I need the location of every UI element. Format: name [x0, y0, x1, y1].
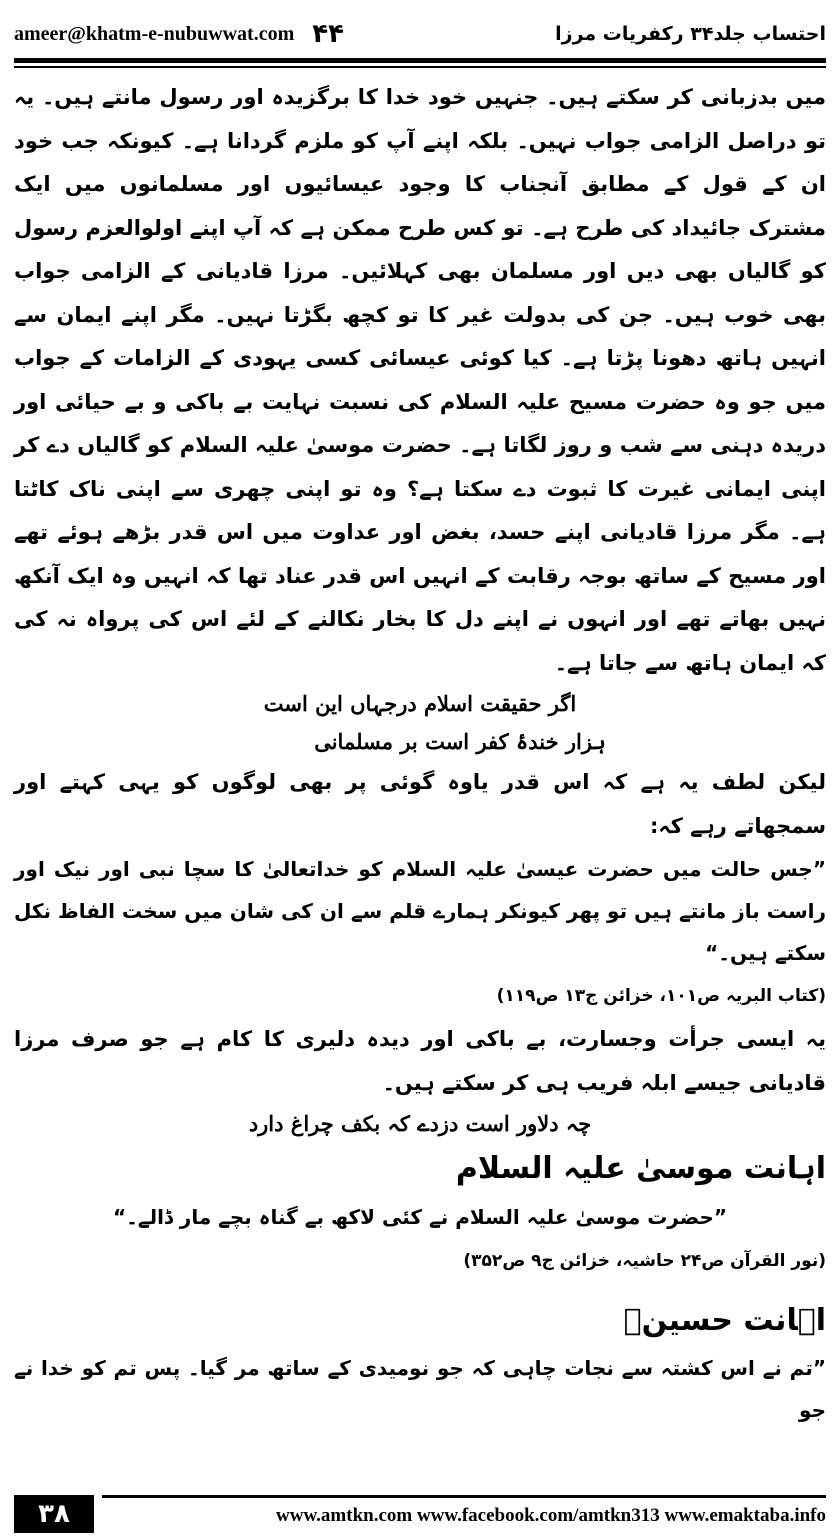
- quote-2: ”حضرت موسیٰ علیہ السلام نے کئی لاکھ بے گناہ بچے مار ڈالے۔“: [112, 1205, 728, 1229]
- paragraph-3: یہ ایسی جرأت وجسارت، بے باکی اور دیدہ دلیری کا کام ہے جو صرف مرزا قادیانی جیسے ابلہ فریب ہی کر سکتے ہیں۔: [14, 1027, 826, 1095]
- section-heading-moses: اہانت موسیٰ علیہ السلام: [455, 1151, 826, 1186]
- paragraph-1: میں بدزبانی کر سکتے ہیں۔ جنہیں خود خدا کا برگزیدہ اور رسول مانتے ہیں۔ یہ تو دراصل الزامی جواب نہیں۔ بلکہ اپنے آپ کو ملزم گردانا ہے۔ کیونکہ جب خود ان کے قول کے مطابق آنجناب کا وجود عیسائیوں اور مسلمانوں میں ایک مشترک جائیداد کی طرح ہے۔ تو کس طرح ممکن ہے کہ آپ اپنے اولوالعزم رسول کو گالیاں بھی دیں اور مسلمان بھی کہلائیں۔ مرزا قادیانی کے الزامی جواب بھی خوب ہیں۔ جن کی بدولت غیر کا تو کچھ بگڑتا نہیں۔ مگر اپنے ایمان سے انہیں ہاتھ دھونا پڑتا ہے۔ کیا کوئی عیسائی کسی یہودی کے الزامات کے جواب میں جو وہ حضرت مسیح علیہ السلام کی نسبت نہایت بے باکی و بے حیائی اور دریدہ دہنی سے شب و روز لگاتا ہے۔ حضرت موسیٰ علیہ السلام کو گالیاں دے کر اپنی ایمانی غیرت کا ثبوت دے سکتا ہے؟ وہ تو اپنی چھری سے اپنی ناک کاٹتا ہے۔ مگر مرزا قادیانی اپنے حسد، بغض اور عداوت میں اس قدر بڑھے ہوئے تھے اور مسیح کے ساتھ بوجہ رقابت کے انہیں اس قدر عناد تھا کہ انہیں وہ ایک آنکھ نہیں بھاتے تھے اور انہوں نے اپنے دل کا بخار نکالنے کے لئے اس کی پرواہ نہ کی کہ ایمان ہاتھ سے جاتا ہے۔: [14, 85, 826, 675]
- header-email: ameer@khatm-e-nubuwwat.com: [14, 22, 295, 45]
- reference-2: (نور القرآن ص۲۴ حاشیہ، خزائن ج۹ ص۳۵۲): [463, 1251, 826, 1271]
- reference-1: (کتاب البریہ ص۱۰۱، خزائن ج۱۳ ص۱۱۹): [496, 986, 826, 1006]
- page-content: [14, 76, 826, 1431]
- header-page-number: ۴۴: [312, 19, 344, 49]
- page-footer: [14, 1494, 826, 1534]
- section-heading-hussain: اہانت حسینؓ: [623, 1303, 826, 1338]
- header-rule-thick: [14, 58, 826, 63]
- paragraph-2: لیکن لطف یہ ہے کہ اس قدر یاوہ گوئی پر بھی لوگوں کو یہی کہتے اور سمجھاتے رہے کہ:: [14, 770, 826, 838]
- paragraph-4: ”تم نے اس کشتہ سے نجات چاہی کہ جو نومیدی کے ساتھ مر گیا۔ پس تم کو خدا نے جو: [14, 1356, 826, 1422]
- verse-line-2: ہزار خندۂ کفر است بر مسلمانی: [314, 729, 606, 754]
- footer-links: www.amtkn.com www.facebook.com/amtkn313 www.emaktaba.info: [102, 1495, 826, 1534]
- header-left: [14, 19, 344, 49]
- header-book-title: احتساب جلد۳۴ رکفریات مرزا: [555, 23, 826, 45]
- page-header: [14, 14, 826, 54]
- header-rule-thin: [14, 66, 826, 68]
- verse-line-3: چہ دلاور است دزدے کہ بکف چراغ دارد: [248, 1111, 592, 1136]
- footer-page-number: ۳۸: [14, 1495, 94, 1533]
- quote-1: ”جس حالت میں حضرت عیسیٰ علیہ السلام کو خداتعالیٰ کا سچا نبی اور نیک اور راست باز مانتے ہیں تو پھر کیونکر ہمارے قلم سے ان کی شان میں سخت الفاظ نکل سکتے ہیں۔“: [14, 857, 826, 965]
- verse-line-1: اگر حقیقت اسلام درجہاں این است: [263, 691, 577, 716]
